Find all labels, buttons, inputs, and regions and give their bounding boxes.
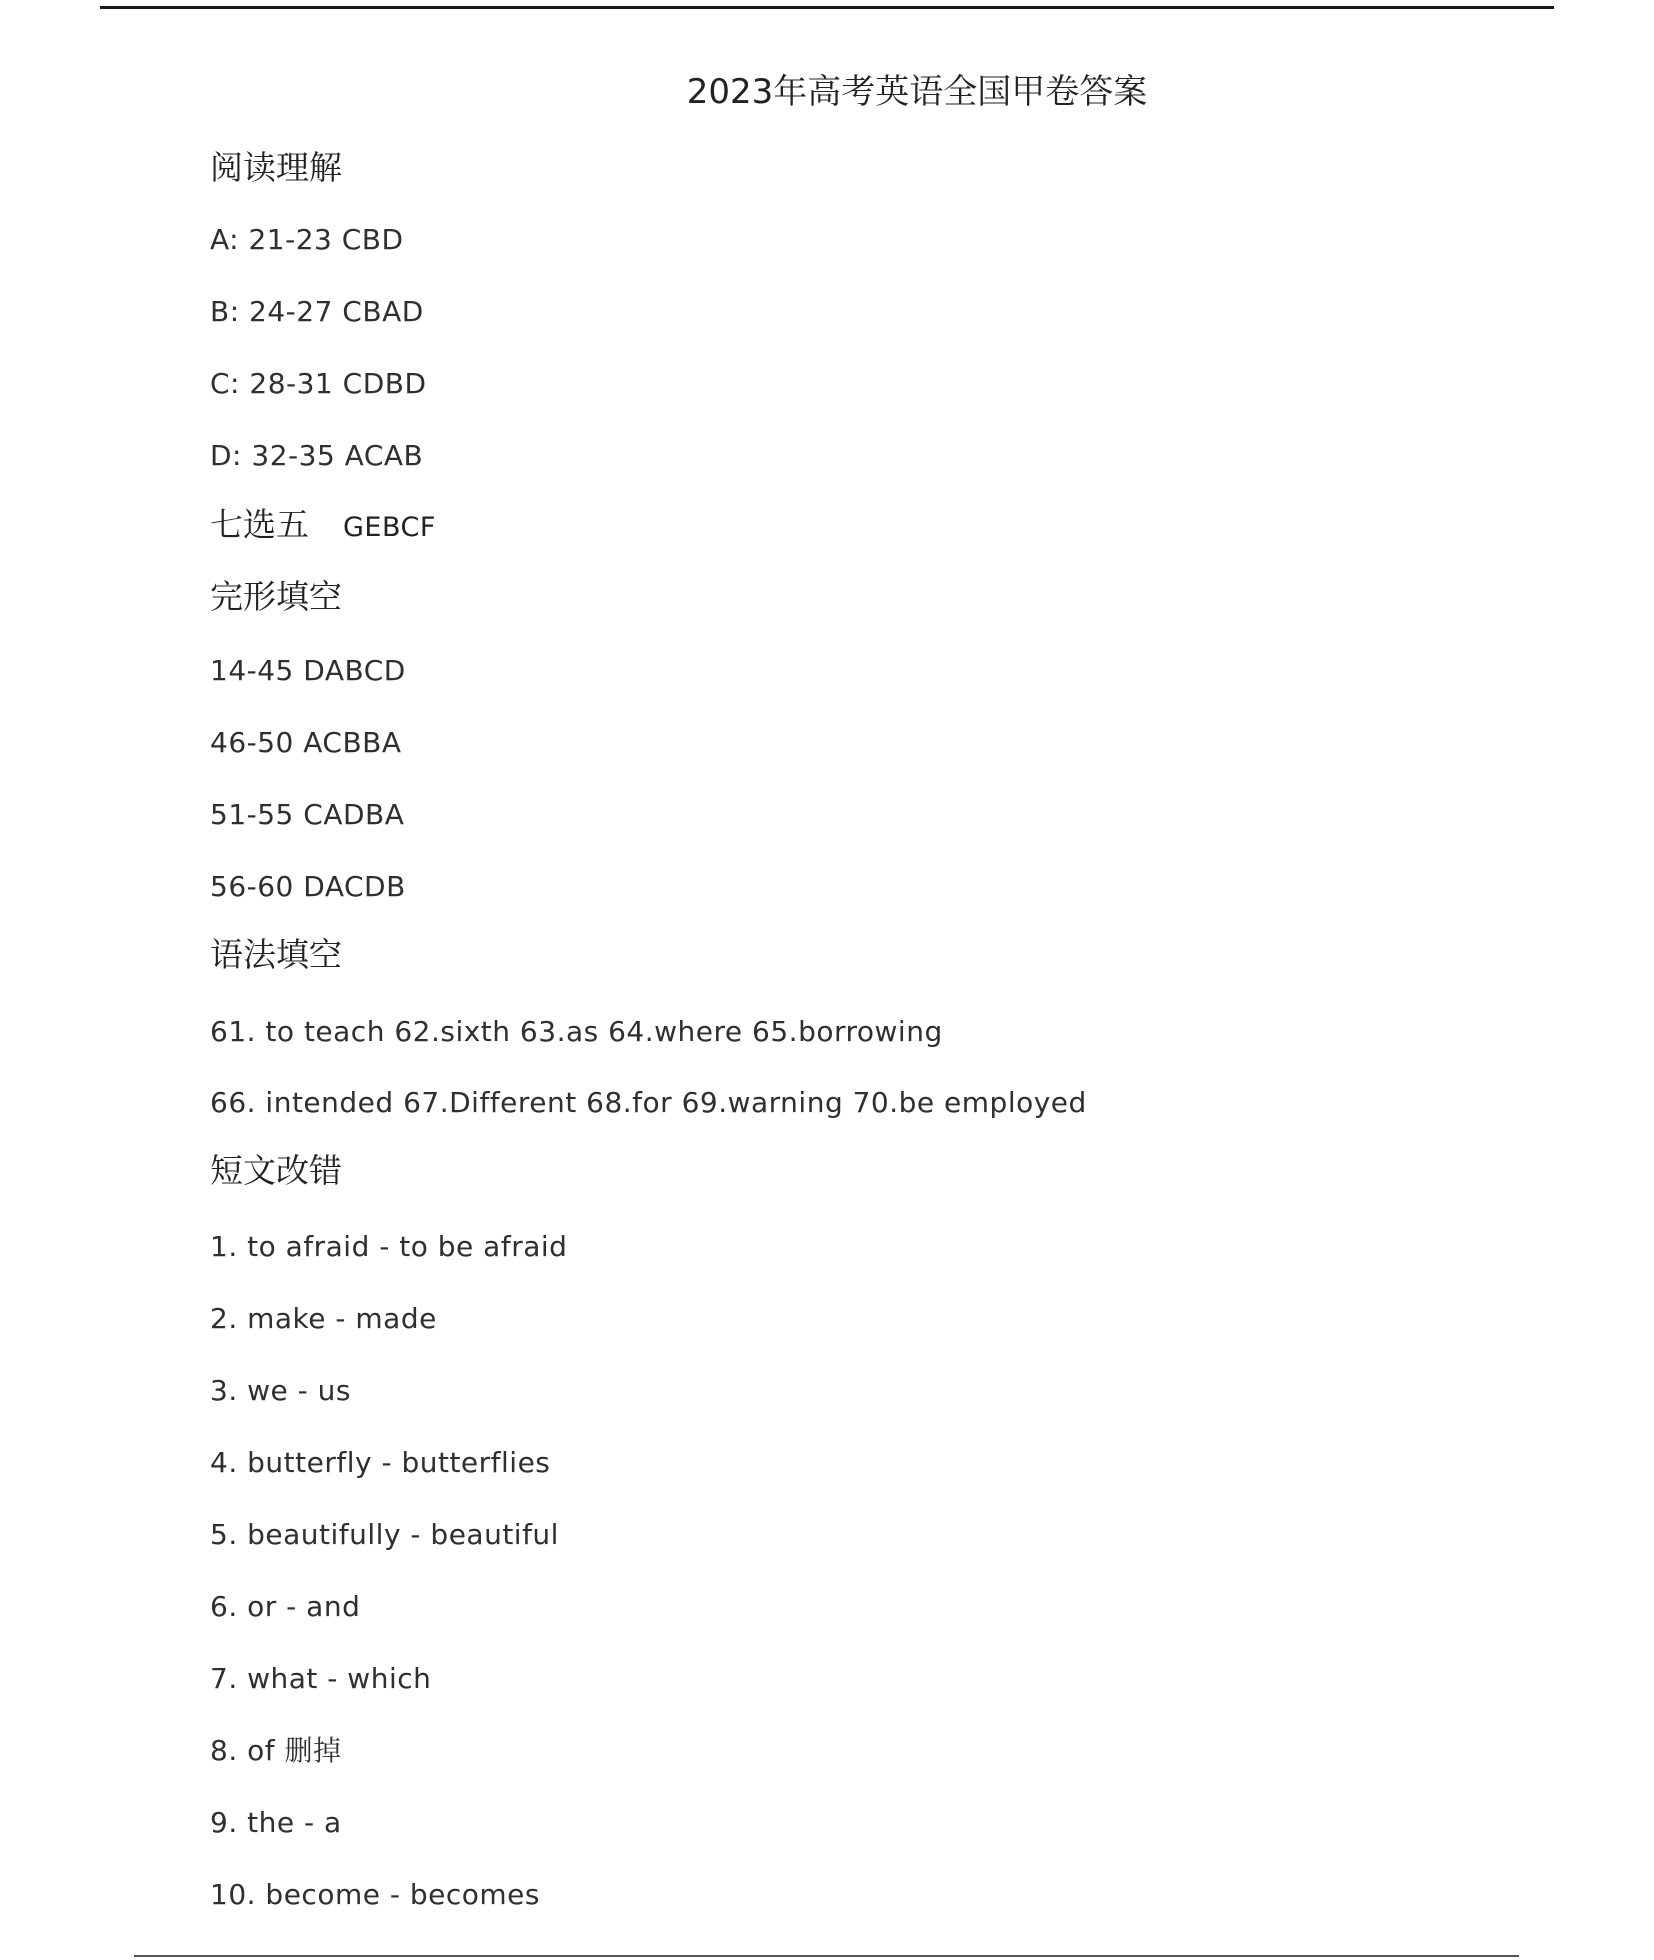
correction-item: 8. of 删掉 <box>210 1734 342 1767</box>
top-rule <box>100 6 1554 9</box>
grammar-item: 61. to teach 62.sixth 63.as 64.where 65.borrowing <box>210 1015 943 1048</box>
correction-item: 10. become - becomes <box>210 1878 540 1911</box>
reading-item: D: 32-35 ACAB <box>210 439 424 472</box>
correction-heading: 短文改错 <box>210 1151 342 1190</box>
document-title: 2023年高考英语全国甲卷答案 <box>686 72 1148 112</box>
seven-choose-five-heading: 七选五 <box>210 505 309 544</box>
correction-item: 6. or - and <box>210 1590 361 1623</box>
correction-item: 2. make - made <box>210 1302 437 1335</box>
seven-choose-five-line <box>210 502 436 551</box>
cloze-item: 56-60 DACDB <box>210 870 406 903</box>
cloze-item: 46-50 ACBBA <box>210 726 402 759</box>
grammar-item: 66. intended 67.Different 68.for 69.warning 70.be employed <box>210 1086 1087 1119</box>
correction-item: 7. what - which <box>210 1662 432 1695</box>
correction-item: 1. to afraid - to be afraid <box>210 1230 568 1263</box>
correction-item: 4. butterfly - butterflies <box>210 1446 551 1479</box>
correction-item: 5. beautifully - beautiful <box>210 1518 559 1551</box>
seven-choose-five-answer: GEBCF <box>343 512 436 543</box>
correction-item: 9. the - a <box>210 1806 342 1839</box>
cloze-item: 14-45 DABCD <box>210 654 406 687</box>
reading-item: B: 24-27 CBAD <box>210 295 424 328</box>
correction-item: 3. we - us <box>210 1374 351 1407</box>
grammar-heading: 语法填空 <box>210 935 342 974</box>
cloze-heading: 完形填空 <box>210 577 342 616</box>
bottom-rule <box>134 1955 1519 1957</box>
reading-item: A: 21-23 CBD <box>210 223 404 256</box>
cloze-item: 51-55 CADBA <box>210 798 405 831</box>
reading-heading: 阅读理解 <box>210 148 342 187</box>
reading-item: C: 28-31 CDBD <box>210 367 427 400</box>
